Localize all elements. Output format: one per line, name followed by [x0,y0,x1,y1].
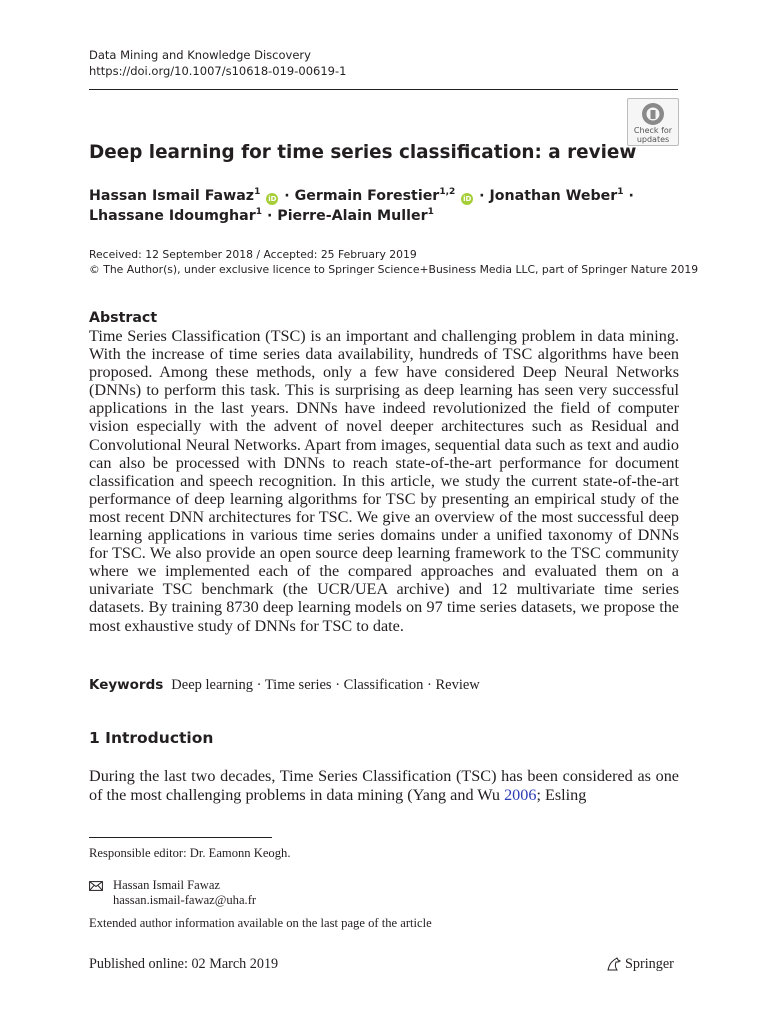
publisher-logo [606,956,674,973]
author-affiliation: 1 [427,206,434,217]
publication-dates [89,247,698,277]
introduction-body [89,767,679,805]
abstract-body: Time Series Classification (TSC) is an important and challenging problem in data mining. With the increase of time series data availability, hundreds of TSC algorithms have been proposed. Among these methods, only a few have considered Deep Neural Networks (DNNs) to perform this task. This is surprising as deep learning has seen very successful applications in the last years. DNNs have indeed revolutionized the field of computer vision especially with the advent of novel deeper architectures such as Residual and Convolutional Neural Networks. Apart from images, sequential data such as text and audio can also be processed with DNNs to reach state-of-the-art performance for document classification and speech recognition. In this article, we study the current state-of-the-art performance of deep learning algorithms for TSC by presenting an empirical study of the most recent DNN architectures for TSC. We give an overview of the most successful deep learning applications in various time series domains under a unified taxonomy of DNNs for TSC. We also provide an open source deep learning framework to the TSC community where we implemented each of the compared approaches and evaluated them on a univariate TSC benchmark (the UCR/UEA archive) and 12 multivariate time series datasets. By training 8730 deep learning models on 97 time series datasets, we propose the most exhaustive study of DNNs for TSC to date. [89,327,679,635]
received-accepted: Received: 12 September 2018 / Accepted: 25 February 2019 [89,248,417,261]
intro-text-tail: ; Esling [536,786,587,804]
author-name: Jonathan Weber [489,188,618,204]
author-name: Pierre-Alain Muller [277,207,428,224]
author-name: Germain Forestier [294,188,440,204]
section-heading-introduction: 1 Introduction [89,729,214,747]
citation-link[interactable]: 2006 [504,786,537,804]
journal-header [89,48,346,79]
publisher-name: Springer [625,956,674,972]
responsible-editor: Responsible editor: Dr. Eamonn Keogh. [89,846,291,860]
published-online: Published online: 02 March 2019 [89,956,279,972]
orcid-icon[interactable]: iD [463,195,472,203]
author-affiliation: 1 [617,187,624,197]
header-rule [89,89,678,90]
author-list [89,187,689,226]
author-separator: · [479,188,485,204]
author-name: Hassan Ismail Fawaz [89,188,255,204]
author-affiliation: 1,2 [439,187,456,197]
author-separator: · [266,207,273,224]
check-updates-icon [641,102,665,126]
springer-horse-icon [606,957,622,971]
author-name: Lhassane Idoumghar [89,207,256,224]
footnote-rule [89,837,272,838]
intro-text: During the last two decades, Time Series Classification (TSC) has been considered as one of the most challenging problems in data mining (Yang and Wu [89,767,679,804]
copyright-line: © The Author(s), under exclusive licence to Springer Science+Business Media LLC, part of Springer Nature 2019 [89,263,699,276]
author-affiliation: 1 [255,206,262,217]
orcid-icon[interactable]: iD [268,195,277,203]
journal-name: Data Mining and Knowledge Discovery [89,48,311,62]
keywords-label: Keywords [89,677,164,693]
abstract-heading: Abstract [89,310,158,326]
mail-icon [89,881,103,891]
badge-text: Check for updates [633,126,673,144]
keywords-text: Deep learning · Time series · Classification · Review [171,677,480,693]
author-affiliation: 1 [254,187,261,197]
paper-title: Deep learning for time series classification: a review [89,142,637,163]
keywords-line [89,677,480,694]
check-for-updates-badge[interactable] [627,98,679,146]
doi-link[interactable]: https://doi.org/10.1007/s10618-019-00619-1 [89,63,347,78]
contact-email[interactable]: hassan.ismail-fawaz@uha.fr [113,893,257,907]
author-separator: · [628,188,634,204]
contact-author-name: Hassan Ismail Fawaz [113,878,221,892]
author-separator: · [284,188,290,204]
extended-author-info: Extended author information available on the last page of the article [89,916,432,930]
